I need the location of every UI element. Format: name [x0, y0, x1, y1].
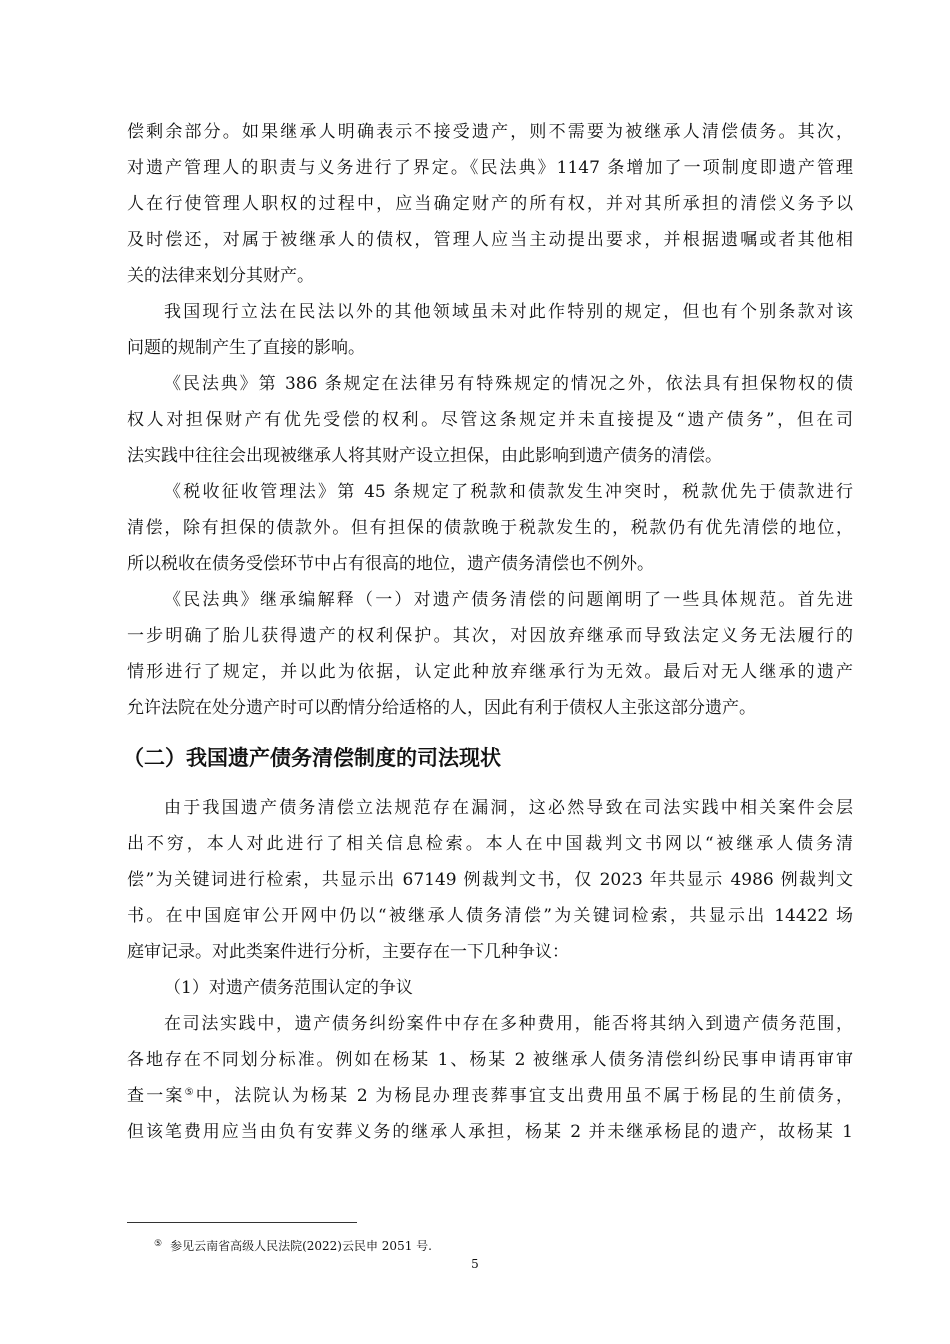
paragraph — [127, 474, 853, 582]
text-line: 偿”为关键词进行检索，共显示出 67149 例裁判文书，仅 2023 年共显示 4986 例裁判文 — [127, 870, 853, 890]
footnote-text: 参见云南省高级人民法院(2022)云民申 2051 号. — [170, 1239, 432, 1253]
text-line: 庭审记录。对此类案件进行分析，主要存在一下几种争议： — [127, 942, 569, 962]
text-line: 我国现行立法在民法以外的其他领域虽未对此作特别的规定，但也有个别条款对该 — [164, 302, 853, 322]
text-line: 权人对担保财产有优先受偿的权利。尽管这条规定并未直接提及“遗产债务”，但在司 — [127, 410, 853, 430]
text-segment: 中，法院认为杨某 2 为杨昆办理丧葬事宜支出费用虽不属于杨昆的生前债务， — [195, 1086, 853, 1106]
text-line: 对遗产管理人的职责与义务进行了界定。《民法典》1147 条增加了一项制度即遗产管理 — [127, 158, 853, 178]
text-line: 法实践中往往会出现被继承人将其财产设立担保，由此影响到遗产债务的清偿。 — [127, 446, 722, 466]
text-line: 由于我国遗产债务清偿立法规范存在漏洞，这必然导致在司法实践中相关案件会层 — [164, 798, 853, 818]
paragraph — [127, 582, 853, 726]
text-line: 《民法典》继承编解释（一）对遗产债务清偿的问题阐明了一些具体规范。首先进 — [164, 590, 853, 610]
paragraph — [127, 1006, 853, 1150]
text-line: 偿剩余部分。如果继承人明确表示不接受遗产，则不需要为被继承人清偿债务。其次， — [127, 122, 853, 142]
body-text — [123, 114, 853, 1150]
text-line: 关的法律来划分其财产。 — [127, 266, 314, 286]
subsection-heading: （1）对遗产债务范围认定的争议 — [164, 978, 413, 998]
text-line: 情形进行了规定，并以此为依据，认定此种放弃继承行为无效。最后对无人继承的遗产 — [127, 662, 853, 682]
section-heading: （二）我国遗产债务清偿制度的司法现状 — [123, 746, 501, 770]
text-line: 人在行使管理人职权的过程中，应当确定财产的所有权，并对其所承担的清偿义务予以 — [127, 194, 853, 214]
paragraph — [127, 790, 853, 970]
footnote-separator — [127, 1222, 357, 1223]
text-line: 《民法典》第 386 条规定在法律另有特殊规定的情况之外，依法具有担保物权的债 — [164, 374, 853, 394]
text-line: 但该笔费用应当由负有安葬义务的继承人承担，杨某 2 并未继承杨昆的遗产，故杨某 1 — [127, 1122, 853, 1142]
text-line: 清偿，除有担保的债款外。但有担保的债款晚于税款发生的，税款仍有优先清偿的地位， — [127, 518, 853, 538]
text-line — [127, 1078, 853, 1114]
paragraph — [127, 114, 853, 294]
text-line: 允许法院在处分遗产时可以酌情分给适格的人，因此有利于债权人主张这部分遗产。 — [127, 698, 756, 718]
text-line: 一步明确了胎儿获得遗产的权利保护。其次，对因放弃继承而导致法定义务无法履行的 — [127, 626, 853, 646]
text-line: 出不穷，本人对此进行了相关信息检索。本人在中国裁判文书网以“被继承人债务清 — [127, 834, 853, 854]
text-line: 所以税收在债务受偿环节中占有很高的地位，遗产债务清偿也不例外。 — [127, 554, 654, 574]
page-number: 5 — [471, 1257, 479, 1271]
footnote-marker: ⑤ — [154, 1239, 163, 1249]
paragraph — [127, 294, 853, 366]
text-line: 在司法实践中，遗产债务纠纷案件中存在多种费用，能否将其纳入到遗产债务范围， — [164, 1014, 853, 1034]
text-line: 问题的规制产生了直接的影响。 — [127, 338, 365, 358]
paragraph — [127, 366, 853, 474]
footnote-reference[interactable]: ⑤ — [184, 1087, 196, 1098]
text-line: 《税收征收管理法》第 45 条规定了税款和债款发生冲突时，税款优先于债款进行 — [164, 482, 853, 502]
text-segment: 查一案 — [127, 1086, 185, 1106]
text-line: 书。在中国庭审公开网中仍以“被继承人债务清偿”为关键词检索，共显示出 14422 场 — [127, 906, 853, 926]
footnote — [154, 1236, 432, 1254]
text-line: 各地存在不同划分标准。例如在杨某 1、杨某 2 被继承人债务清偿纠纷民事申请再审审 — [127, 1050, 853, 1070]
text-line: 及时偿还，对属于被继承人的债权，管理人应当主动提出要求，并根据遗嘱或者其他相 — [127, 230, 853, 250]
